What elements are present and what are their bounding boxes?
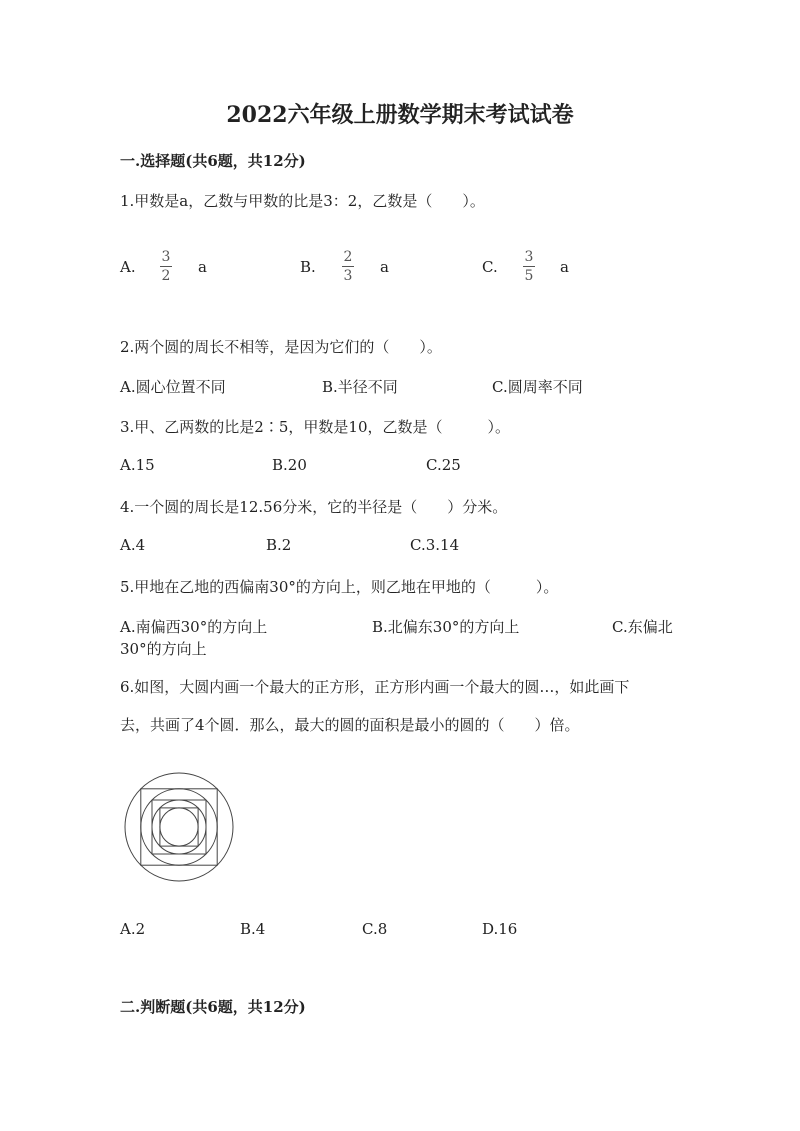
q4-option-b: B.2 xyxy=(266,536,292,554)
fraction-bar xyxy=(160,266,172,267)
q3-option-b: B.20 xyxy=(272,456,307,474)
question-3-text: 3.甲、乙两数的比是2∶5，甲数是10，乙数是（ ）。 xyxy=(120,418,510,436)
question-1-text: 1.甲数是a，乙数与甲数的比是3：2，乙数是（ ）。 xyxy=(120,192,485,210)
q1-option-a-variable: a xyxy=(198,258,207,276)
q1-option-a-label: A. xyxy=(120,258,136,276)
q3-option-c: C.25 xyxy=(426,456,461,474)
q2-option-c: C.圆周率不同 xyxy=(492,378,583,396)
circle-4 xyxy=(160,808,198,846)
section-1-heading: 一.选择题(共6题，共12分) xyxy=(120,152,306,170)
q1-option-c-label: C. xyxy=(482,258,498,276)
q2-option-b: B.半径不同 xyxy=(322,378,398,396)
q1-option-a-denominator: 2 xyxy=(161,268,171,284)
q1-option-c-fraction xyxy=(523,249,535,284)
q1-option-b-variable: a xyxy=(380,258,389,276)
q6-option-d: D.16 xyxy=(482,920,518,938)
question-2-text: 2.两个圆的周长不相等，是因为它们的（ ）。 xyxy=(120,338,442,356)
q1-option-c-denominator: 5 xyxy=(524,268,534,284)
q4-option-c: C.3.14 xyxy=(410,536,460,554)
question-6-text-line-2: 去，共画了4个圆．那么，最大的圆的面积是最小的圆的（ ）倍。 xyxy=(120,716,580,734)
q1-option-b-fraction xyxy=(342,249,354,284)
fraction-bar xyxy=(523,266,535,267)
q5-option-c: C.东偏北 xyxy=(612,618,673,636)
q1-option-c-numerator: 3 xyxy=(524,249,534,265)
question-4-text: 4.一个圆的周长是12.56分米，它的半径是（ ）分米。 xyxy=(120,498,508,516)
q1-option-a-fraction xyxy=(160,249,172,284)
q6-option-b: B.4 xyxy=(240,920,266,938)
nested-circles-squares-figure xyxy=(122,770,236,884)
q1-option-a-numerator: 3 xyxy=(161,249,171,265)
q5-option-a: A.南偏西30°的方向上 xyxy=(120,618,268,636)
question-5-text: 5.甲地在乙地的西偏南30°的方向上，则乙地在甲地的（ ）。 xyxy=(120,578,559,596)
q4-option-a: A.4 xyxy=(120,536,146,554)
q1-option-b-label: B. xyxy=(300,258,316,276)
q6-option-c: C.8 xyxy=(362,920,388,938)
q5-option-b: B.北偏东30°的方向上 xyxy=(372,618,520,636)
q1-option-b-denominator: 3 xyxy=(343,268,353,284)
page-title: 2022六年级上册数学期末考试试卷 xyxy=(226,102,574,128)
question-6-text-line-1: 6.如图，大圆内画一个最大的正方形，正方形内画一个最大的圆…，如此画下 xyxy=(120,678,630,696)
section-2-heading: 二.判断题(共6题，共12分) xyxy=(120,998,306,1016)
q5-option-c-continued: 30°的方向上 xyxy=(120,640,207,658)
q6-option-a: A.2 xyxy=(120,920,146,938)
q3-option-a: A.15 xyxy=(120,456,155,474)
q1-option-c-variable: a xyxy=(560,258,569,276)
fraction-bar xyxy=(342,266,354,267)
q1-option-b-numerator: 2 xyxy=(343,249,353,265)
q2-option-a: A.圆心位置不同 xyxy=(120,378,226,396)
